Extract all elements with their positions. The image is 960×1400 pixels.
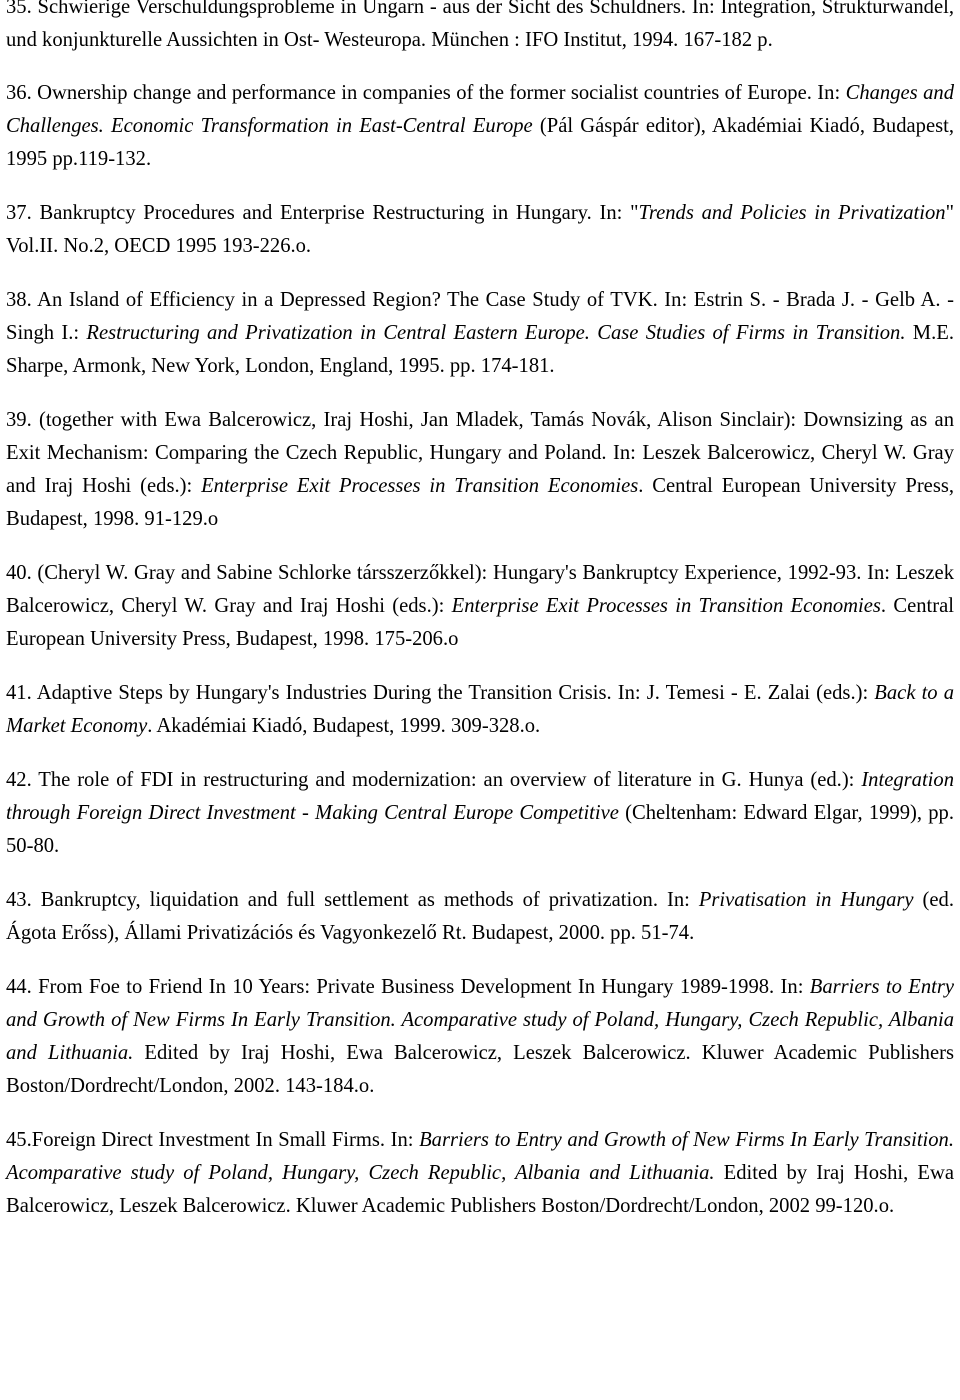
reference-text: (Pál Gáspár editor), Akadémiai Kiadó, Budapest, 1995 pp.119-132. xyxy=(6,115,954,170)
reference-text: 40. (Cheryl W. Gray and Sabine Schlorke társszerzőkkel): Hungary's Bankruptcy Experience, 1992-93. In: Leszek Balcerowicz, Cheryl W. Gray and Iraj Hoshi (eds.): xyxy=(6,562,954,617)
reference-text: . Central European University Press, Budapest, 1998. 175-206.o xyxy=(6,595,954,650)
reference-entry-38 xyxy=(6,284,954,383)
reference-source-title: Enterprise Exit Processes in Transition Economies xyxy=(201,475,639,497)
reference-text: " Vol.II. No.2, OECD 1995 193-226.o. xyxy=(6,202,954,257)
reference-source-title: Privatisation in Hungary xyxy=(698,889,914,911)
reference-text: M.E. Sharpe, Armonk, New York, London, England, 1995. pp. 174-181. xyxy=(6,322,954,377)
reference-text: 37. Bankruptcy Procedures and Enterprise Restructuring in Hungary. In: " xyxy=(6,202,639,224)
reference-source-title: Trends and Policies in Privatization xyxy=(638,202,946,224)
reference-text: . Central European University Press, Budapest, 1998. 91-129.o xyxy=(6,475,955,530)
reference-entry-42 xyxy=(6,764,954,863)
reference-entry-43 xyxy=(6,884,954,950)
reference-text: . Akadémiai Kiadó, Budapest, 1999. 309-328.o. xyxy=(147,715,541,737)
reference-source-title: Barriers to Entry and Growth of New Firms In Early Transition. Acomparative study of Poland, Hungary, Czech Republic, Albania and Lithuania. xyxy=(6,976,954,1064)
reference-text: Edited by Iraj Hoshi, Ewa Balcerowicz, Leszek Balcerowicz. Kluwer Academic Publishers Boston/Dordrecht/London, 2002. 143-184.o. xyxy=(6,1042,954,1097)
reference-entry-40 xyxy=(6,557,954,656)
reference-text: (Cheltenham: Edward Elgar, 1999), pp. 50-80. xyxy=(6,802,954,857)
reference-text: 38. An Island of Efficiency in a Depressed Region? The Case Study of TVK. In: Estrin S. - Brada J. - Gelb A. - Singh I.: xyxy=(6,289,954,344)
reference-entry-39 xyxy=(6,404,954,536)
reference-list xyxy=(6,0,954,1244)
reference-source-title: Enterprise Exit Processes in Transition Economies xyxy=(451,595,881,617)
reference-text: 43. Bankruptcy, liquidation and full settlement as methods of privatization. In: xyxy=(6,889,699,911)
reference-source-title: Barriers to Entry and Growth of New Firms In Early Transition. Acomparative study of Poland, Hungary, Czech Republic, Albania and Lithuania. xyxy=(6,1129,955,1184)
reference-entry-45 xyxy=(6,1124,954,1223)
reference-text: 36. Ownership change and performance in companies of the former socialist countries of Europe. In: xyxy=(6,82,846,104)
reference-source-title: Integration through Foreign Direct Investment - Making Central Europe Competitive xyxy=(6,769,954,824)
reference-text: 45.Foreign Direct Investment In Small Firms. In: xyxy=(6,1129,420,1151)
reference-source-title: Back to a Market Economy xyxy=(6,682,954,737)
reference-text: 35. Schwierige Verschuldungsprobleme in Ungarn - aus der Sicht des Schuldners. In: Integration, Strukturwandel, und konjunkturelle Aussichten in Ost- Westeuropa. München : IFO Institut, 1994. 167-182 p. xyxy=(6,0,954,51)
reference-text: 41. Adaptive Steps by Hungary's Industries During the Transition Crisis. In: J. Temesi - E. Zalai (eds.): xyxy=(6,682,875,704)
reference-entry-41 xyxy=(6,677,954,743)
reference-entry-35 xyxy=(6,0,954,57)
reference-text: 39. (together with Ewa Balcerowicz, Iraj Hoshi, Jan Mladek, Tamás Novák, Alison Sinclair): Downsizing as an Exit Mechanism: Comparing the Czech Republic, Hungary and Poland. In: Leszek Balcerowicz, Cheryl W. Gray and Iraj Hoshi (eds.): xyxy=(6,409,954,497)
reference-entry-37 xyxy=(6,197,954,263)
reference-text: 42. The role of FDI in restructuring and modernization: an overview of literature in G. Hunya (ed.): xyxy=(6,769,862,791)
reference-source-title: Restructuring and Privatization in Central Eastern Europe. Case Studies of Firms in Transition. xyxy=(86,322,906,344)
reference-text: Edited by Iraj Hoshi, Ewa Balcerowicz, Leszek Balcerowicz. Kluwer Academic Publishers Boston/Dordrecht/London, 2002 99-120.o. xyxy=(6,1162,954,1217)
reference-source-title: Changes and Challenges. Economic Transformation in East-Central Europe xyxy=(6,82,954,137)
reference-entry-44 xyxy=(6,971,954,1103)
reference-text: (ed. Ágota Erőss), Állami Privatizációs és Vagyonkezelő Rt. Budapest, 2000. pp. 51-74. xyxy=(6,889,955,944)
reference-text: 44. From Foe to Friend In 10 Years: Private Business Development In Hungary 1989-1998. In: xyxy=(6,976,810,998)
reference-entry-36 xyxy=(6,77,954,176)
